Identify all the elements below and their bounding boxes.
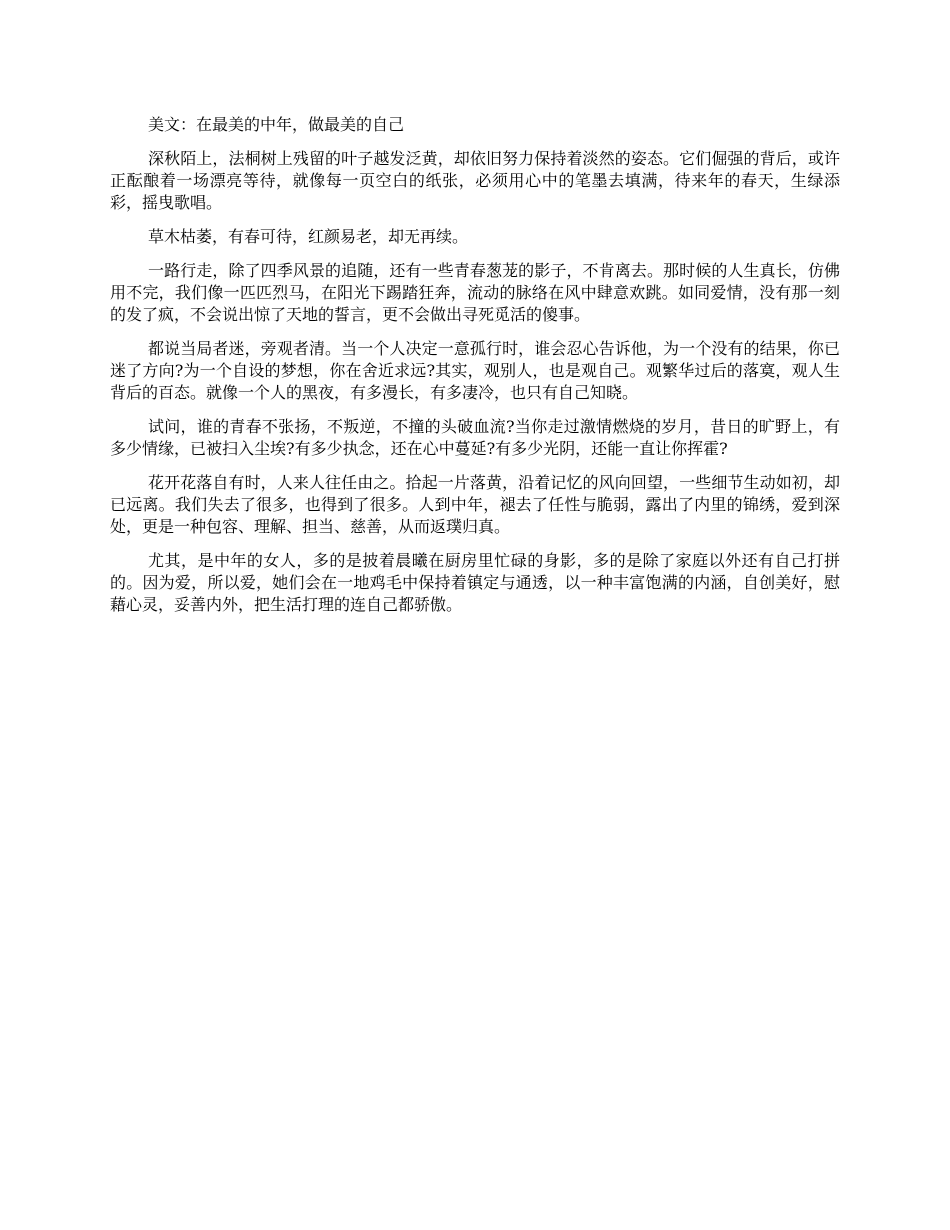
paragraph-2: 草木枯萎，有春可待，红颜易老，却无再续。 (148, 227, 469, 246)
paragraph-5: 试问，谁的青春不张扬，不叛逆，不撞的头破血流?当你走过激情燃烧的岁月，昔日的旷野上，有多少情缘，已被扫入尘埃?有多少执念，还在心中蔓延?有多少光阴，还能一直让你挥霍? (110, 417, 840, 458)
paragraph-6: 花开花落自有时，人来人往任由之。拾起一片落黄，沿着记忆的风向回望，一些细节生动如初，却已远离。我们失去了很多，也得到了很多。人到中年，褪去了任性与脆弱，露出了内里的锦绣，爱到深处，更是一种包容、理解、担当、慈善，从而返璞归真。 (110, 473, 840, 536)
paragraph-1: 深秋陌上，法桐树上残留的叶子越发泛黄，却依旧努力保持着淡然的姿态。它们倔强的背后，或许正酝酿着一场漂亮等待，就像每一页空白的纸张，必须用心中的笔墨去填满，待来年的春天，生绿添彩，摇曳歌唱。 (110, 149, 840, 212)
paragraph-4: 都说当局者迷，旁观者清。当一个人决定一意孤行时，谁会忍心告诉他，为一个没有的结果，你已迷了方向?为一个自设的梦想，你在舍近求远?其实，观别人，也是观自己。观繁华过后的落寞，观人生背后的百态。就像一个人的黑夜，有多漫长，有多凄冷，也只有自己知晓。 (110, 339, 840, 402)
document-title: 美文：在最美的中年，做最美的自己 (148, 115, 405, 134)
document-page (110, 114, 840, 628)
paragraph-7: 尤其，是中年的女人，多的是披着晨曦在厨房里忙碌的身影，多的是除了家庭以外还有自己打拼的。因为爱，所以爱，她们会在一地鸡毛中保持着镇定与通透，以一种丰富饱满的内涵，自创美好，慰藉心灵，妥善内外，把生活打理的连自己都骄傲。 (110, 551, 840, 614)
paragraph-3: 一路行走，除了四季风景的追随，还有一些青春葱茏的影子，不肯离去。那时候的人生真长，仿佛用不完，我们像一匹匹烈马，在阳光下踢踏狂奔，流动的脉络在风中肆意欢跳。如同爱情，没有那一刻的发了疯，不会说出惊了天地的誓言，更不会做出寻死觅活的傻事。 (110, 261, 840, 324)
